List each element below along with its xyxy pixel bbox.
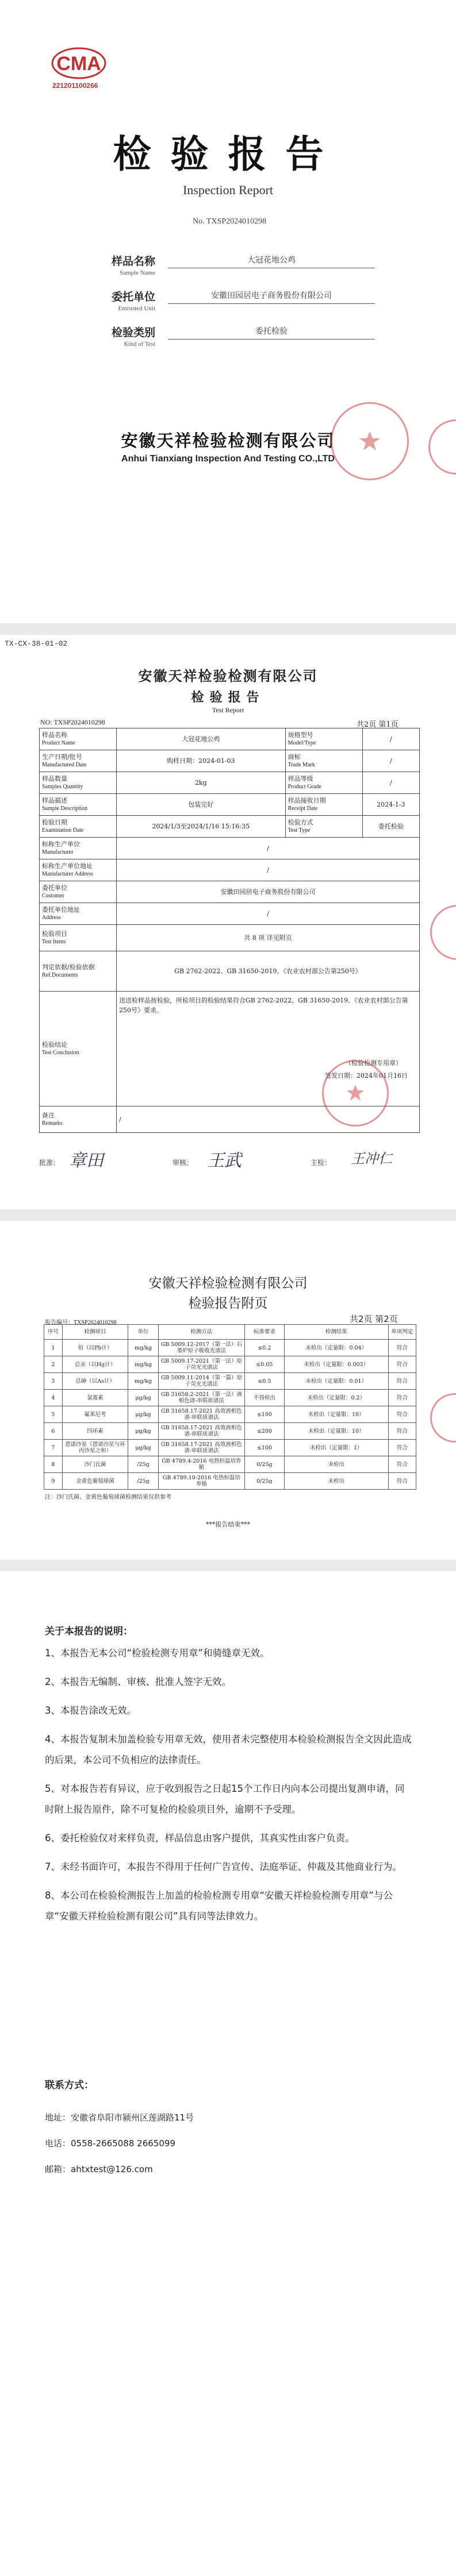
cell: 8 [44,1456,63,1473]
cell-value: 共 8 项 详见附页 [117,925,420,951]
cell: 不得检出 [245,1390,285,1406]
notice-item: 2、本报告无编制、审核、批准人签字无效。 [45,1676,231,1687]
notice-item: 6、委托检验仅对来样负责，样品信息由客户提供，其真实性由客户负责。 [45,1833,355,1844]
cell: μg/kg [128,1390,158,1406]
cell-label-en: Remarks [42,1120,63,1127]
cell-value: / [117,1106,420,1133]
cell-label-en: Manufacturer Address [42,870,94,877]
header-cell: 单位 [128,1325,158,1340]
page-info: 共2页 第1页 [357,720,398,729]
field-value: 大冠花地公鸡 [168,253,375,268]
cell: ≤0.2 [245,1340,285,1356]
cma-logo [49,45,109,97]
approver-signature: 章田 [69,1151,104,1171]
cell-label: 样品描述 [42,796,67,804]
cell: GB 5009.11-2014（第一篇）原子荧光光谱法 [158,1373,244,1390]
form-code: TX-CX-38-01-02 [5,639,68,648]
field-value: 安徽田园居电子商务股份有限公司 [168,288,375,304]
cell: 未检出 [284,1456,388,1473]
cell-label: 样品等级 [288,774,313,782]
conclusion-text: 送送检样品按检验，所检项目的检验结果符合GB 2762-2022、GB 31650-2019、《农业农村部公告第250号》要求。 [119,997,408,1014]
cell: 沙门氏菌 [62,1456,128,1473]
cell-label: 样品数量 [42,774,67,782]
cell: 符合 [388,1423,416,1440]
cell-label: 检验日期 [42,818,67,826]
company-seal [331,402,409,480]
header-cell: 单项判定 [388,1325,416,1340]
cell-label-en: Examination Date [42,827,84,834]
cell-label: 检验结论 [42,1040,67,1048]
cell: 未检出（定量限：0.01） [284,1373,388,1390]
cell: 氟苯尼考 [62,1406,128,1423]
cell-value: / [362,750,419,772]
cell-value: 委托检验 [362,816,419,838]
org-name: 安徽天祥检验检测有限公司 [138,668,318,684]
cell-value: 安徽田园居电子商务股份有限公司 [117,881,420,903]
results-table [44,1324,416,1490]
table-row [44,1406,416,1423]
page-title: 检验报告 [191,691,265,705]
cell: 未检出（定量限：0.003） [284,1356,388,1373]
field-label-en: Kind of Test [124,341,155,348]
svg-text:CMA: CMA [56,53,101,75]
cell: ≤0.5 [245,1373,285,1390]
table-note: 注：沙门氏菌、金黄色葡萄球菌检测结果仅供参考 [45,1494,171,1501]
issue-date: 签发日期：2024年01月16日 [325,1072,408,1079]
table-row [44,1456,416,1473]
cell-label-en: Test Type [288,827,311,834]
cell: GB 5009.17-2021（第一法）原子荧光光谱法 [158,1356,244,1373]
cell-label: 委托单位 [42,884,67,892]
report-number: No. TXSP2024010298 [193,217,267,226]
field-label: 委托单位 [111,291,155,303]
cell: 7 [44,1440,63,1456]
cell: 未检出（定量限：0.04） [284,1340,388,1356]
cell-label: 样品名称 [42,731,67,739]
cell: 5 [44,1406,63,1423]
cell: 未检出（定量限：0.2） [284,1390,388,1406]
cell-value: 2024/1/3至2024/1/16 15:16:35 [117,816,286,838]
notice-list [45,1643,413,1935]
cover-page [0,0,456,623]
cell: GB 31658.17-2021 高效液相色谱-串联质谱法 [158,1440,244,1456]
table-row [44,1423,416,1440]
cell-label: 备注 [42,1111,55,1119]
report-page-1 [0,635,456,1209]
cell-label-en: Manufacturer [42,849,74,855]
notice-item: 4、本报告复制未加盖检验专用章无效，使用者未完整使用本检验检测报告全文因此造成的后果，本公司不负相应的法律责任。 [45,1734,412,1765]
cell: GB 4789.10-2016 电热恒温培养箱 [158,1473,244,1490]
cell: 总汞（以Hg计） [62,1356,128,1373]
cell-value: / [117,838,420,859]
cell: 恩诺沙星（恩诺沙星与环丙沙星之和） [62,1440,128,1456]
table-row [44,1440,416,1456]
cell-label-en: Test Conclusion [42,1049,79,1056]
cell: ≤200 [245,1423,285,1440]
cell-label-en: Trade Mark [288,761,315,768]
cell-label-en: Sample Description [42,805,88,812]
cell: μg/kg [128,1440,158,1456]
cell-label-en: Model/Type [288,739,316,746]
notice-item: 1、本报告无本公司“检验检测专用章”和骑缝章无效。 [45,1648,270,1659]
cell: 符合 [388,1340,416,1356]
table-row [44,1473,416,1490]
reviewer-signature: 王武 [207,1151,242,1171]
header-cell: 检测结果 [284,1325,388,1340]
field-value: 委托检验 [168,324,375,340]
cell-value: 2kg [117,772,286,794]
field-label: 检验类别 [111,326,155,339]
table-header-row [44,1325,416,1340]
cell: 符合 [388,1456,416,1473]
cell: 0/25g [245,1473,285,1490]
cell: 符合 [388,1390,416,1406]
cell: GB 4789.4-2016 电热恒温培养箱 [158,1456,244,1473]
cell-label-en: Customer [42,892,64,899]
table-row [44,1356,416,1373]
cell-label-en: Receipt Date [288,805,318,812]
page-separator [0,1560,456,1571]
cell-label: 检验项目 [42,930,67,938]
cell: GB 31658.17-2021 高效液相色谱-串联质谱法 [158,1423,244,1440]
cell: 9 [44,1473,63,1490]
cell-label: 标称生产单位 [42,840,80,848]
page-separator [0,623,456,635]
stamp-note: （检验检测专用章） [345,1059,402,1067]
table-row [44,1373,416,1390]
cell: 符合 [388,1473,416,1490]
field-label-en: Sample Name [119,269,155,276]
cell-label: 生产日期/批号 [42,753,82,761]
tester-label: 主检： [311,1159,332,1167]
report-title: 检验报告 [113,132,343,176]
field-label: 样品名称 [111,255,155,268]
cell-value: 2024-1-3 [362,794,419,816]
inspection-seal [322,1060,389,1127]
report-number: 报告编号：TXSP2024010298 [45,1320,117,1326]
cell: mg/kg [128,1340,158,1356]
cell: ≤100 [245,1440,285,1456]
cell-label-en: Product Name [42,739,75,746]
cell-label: 委托单位地址 [42,905,80,913]
cell: μg/kg [128,1423,158,1440]
notice-item: 7、未经书面许可，本报告不得用于任何广告宣传、法庭举证、仲裁及其他商业行为。 [45,1861,402,1872]
table-row [44,1390,416,1406]
page-title-en: Test Report [212,706,244,714]
seam-seal [430,905,456,960]
cell: 氯霉素 [62,1390,128,1406]
cell: 未检出（定量限：10） [284,1406,388,1423]
cell-value: / [362,728,419,750]
cell-value: GB 2762-2022、GB 31650-2019、《农业农村部公告第250号》 [117,951,420,992]
cell: 1 [44,1340,63,1356]
cell: 符合 [388,1373,416,1390]
header-cell: 序号 [44,1325,63,1340]
cell: mg/kg [128,1373,158,1390]
notice-item: 8、本公司在检验检测报告上加盖的检验检测专用章“安徽天祥检验检测专用章”与公章“安徽天祥检验检测有限公司”具有同等法律效力。 [45,1890,393,1922]
report-end-marker: ***报告结束*** [206,1521,250,1528]
cell: 2 [44,1356,63,1373]
contact-email: 邮箱：ahtxtest@126.com [45,2164,153,2174]
seam-seal [430,1393,456,1443]
notice-item: 5、对本报告若有异议，应于收到报告之日起15个工作日内向本公司提出复测申请，同时附上报告原件，除不可复检的检验项目外，逾期不予受理。 [45,1783,405,1815]
cell: 未检出 [284,1473,388,1490]
reviewer-label: 审核： [173,1159,194,1167]
cell: 四环素 [62,1423,128,1440]
cell: 总砷（以As计） [62,1373,128,1390]
notice-item: 3、本报告涂改无效。 [45,1705,136,1716]
cell-value: 包装完好 [117,794,286,816]
cell-label: 标称生产单位地址 [42,862,93,870]
cell: GB 5009.12-2017（第一法）石墨炉原子吸收光谱法 [158,1340,244,1356]
cell: ≤0.05 [245,1356,285,1373]
cell: 符合 [388,1406,416,1423]
contact-title: 联系方式： [45,2080,94,2091]
cell-value: 大冠花地公鸡 [117,728,286,750]
cell: mg/kg [128,1356,158,1373]
cell-label-en: Manufactured Date [42,761,87,768]
cell-label-en: Address [42,914,61,921]
org-name: 安徽天祥检验检测有限公司 [148,1276,308,1291]
header-cell: 标准要求 [245,1325,285,1340]
page-title: 检验报告附页 [188,1296,268,1311]
report-subtitle: Inspection Report [182,183,274,197]
approver-label: 批准： [39,1159,60,1167]
cell: 未检出（定量限：1） [284,1440,388,1456]
cell-label: 商标 [288,753,301,761]
cell: 3 [44,1373,63,1390]
cell: GB 31658.2-2021（第一法）液相色谱-串联质谱法 [158,1390,244,1406]
cell: 符合 [388,1356,416,1373]
cell: 铅（以Pb计） [62,1340,128,1356]
page-info: 共2页 第2页 [350,1314,398,1324]
cell: 0/25g [245,1456,285,1473]
cell-label: 样品接收日期 [288,796,326,804]
cell-label-en: Samples Quantity [42,783,83,790]
tester-signature: 王冲仁 [351,1151,392,1167]
field-label-en: Entrusted Unit [118,305,155,312]
cell-label: 规格型号 [288,731,313,739]
cell: 未检出（定量限：10） [284,1423,388,1440]
cma-number: 221201100266 [52,82,98,90]
cell-label: 判定依据/检验依据 [42,963,95,971]
cell: 6 [44,1423,63,1440]
cell-label: 检验方式 [288,818,313,826]
table-row [44,1340,416,1356]
contact-address: 地址：安徽省阜阳市颍州区莲湖路11号 [45,2112,194,2123]
cell-label-en: Product Grade [288,783,321,790]
notice-page [0,1571,456,2576]
cell-label-en: Ref.Documents [42,971,78,978]
org-name: 安徽天祥检验检测有限公司 [121,431,335,450]
cell-value: / [362,772,419,794]
header-cell: 检测项目 [62,1325,128,1340]
notice-title: 关于本报告的说明： [45,1626,133,1637]
org-name-en: Anhui Tianxiang Inspection And Testing CO.,LTD [121,454,335,464]
cell-value: / [117,859,420,881]
cell-value: / [117,903,420,925]
cell: μg/kg [128,1406,158,1423]
cell: /25g [128,1456,158,1473]
cell: ≤100 [245,1406,285,1423]
cell: GB 31658.17-2021 高效液相色谱-串联质谱法 [158,1406,244,1423]
report-number: NO: TXSP2024010298 [40,718,105,726]
page-separator [0,1209,456,1221]
cell-label-en: Test Items [42,938,66,945]
cell: 金黄色葡萄球菌 [62,1473,128,1490]
cell: 符合 [388,1440,416,1456]
report-attachment-page [0,1221,456,1560]
contact-phone: 电话：0558-2665088 2665099 [45,2138,175,2149]
cell: 4 [44,1390,63,1406]
cell-value: 购样日期：2024-01-03 [117,750,286,772]
header-cell: 检测方法 [158,1325,244,1340]
cell: /25g [128,1473,158,1490]
